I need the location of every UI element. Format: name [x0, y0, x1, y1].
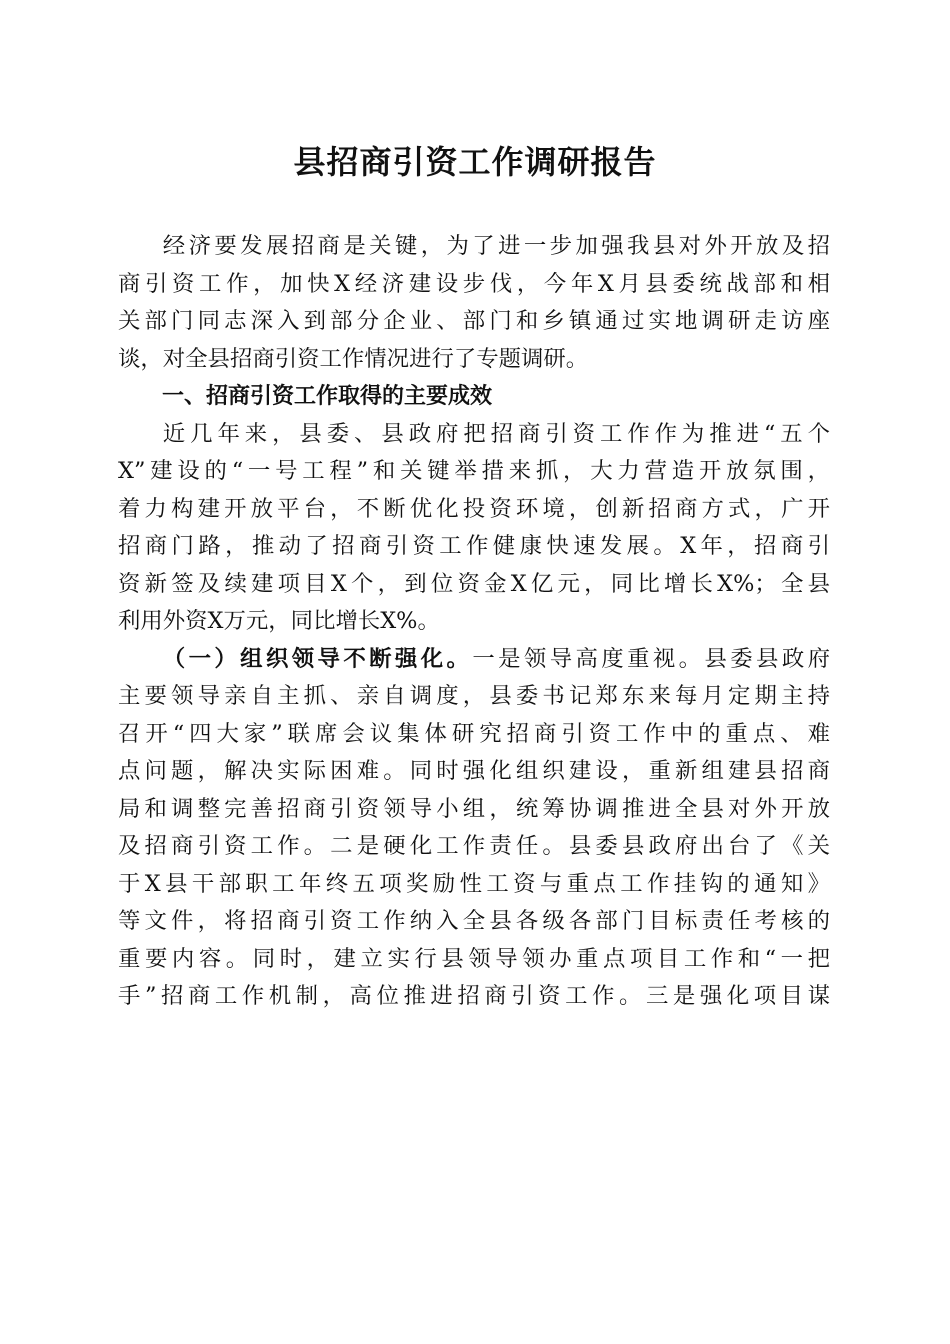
subsection-heading: （一）组织领导不断强化。 — [162, 645, 473, 672]
text-line: 谈，对全县招商引资工作情况进行了专题调研。 — [118, 345, 589, 372]
section-heading: 一、招商引资工作取得的主要成效 — [162, 384, 493, 409]
text-line: 手”招商工作机制，高位推进招商引资工作。三是强化项目谋 — [118, 983, 830, 1009]
text-line: 及招商引资工作。二是硬化工作责任。县委县政府出台了《关 — [118, 833, 830, 859]
text-line: 商引资工作，加快X经济建设步伐，今年X月县委统战部和相 — [118, 270, 830, 297]
text-line: 局和调整完善招商引资领导小组，统筹协调推进全县对外开放 — [118, 795, 830, 822]
subsection-first-line-rest: 一是领导高度重视。县委县政府 — [472, 645, 831, 672]
text-line: 重要内容。同时，建立实行县领导领办重点项目工作和“一把 — [118, 945, 830, 972]
section-1-paragraph — [118, 416, 830, 641]
text-line: 点问题，解决实际困难。同时强化组织建设，重新组建县招商 — [118, 758, 830, 784]
text-line: 近几年来，县委、县政府把招商引资工作作为推进“五个 — [162, 420, 830, 447]
text-line: 召开“四大家”联席会议集体研究招商引资工作中的重点、难 — [118, 720, 830, 747]
text-line: 利用外资X万元，同比增长X%。 — [118, 608, 440, 634]
text-line: 经济要发展招商是关键，为了进一步加强我县对外开放及招 — [162, 233, 830, 259]
subsection-1-paragraph — [118, 641, 830, 1016]
text-line: 着力构建开放平台，不断优化投资环境，创新招商方式，广开 — [118, 495, 830, 522]
text-line: 主要领导亲自主抓、亲自调度，县委书记郑东来每月定期主持 — [118, 683, 830, 709]
text-line — [118, 641, 830, 679]
text-line: 资新签及续建项目X个，到位资金X亿元，同比增长X%；全县 — [118, 570, 830, 597]
intro-paragraph — [118, 228, 830, 378]
document-title: 县招商引资工作调研报告 — [293, 143, 657, 181]
text-line: X”建设的“一号工程”和关键举措来抓，大力营造开放氛围， — [118, 458, 830, 484]
text-line: 等文件，将招商引资工作纳入全县各级各部门目标责任考核的 — [118, 908, 830, 934]
text-line: 关部门同志深入到部分企业、部门和乡镇通过实地调研走访座 — [118, 308, 830, 334]
text-line: 于X县干部职工年终五项奖励性工资与重点工作挂钩的通知》 — [118, 870, 830, 897]
document-body — [118, 228, 830, 1016]
text-line: 招商门路，推动了招商引资工作健康快速发展。X年，招商引 — [118, 533, 830, 559]
